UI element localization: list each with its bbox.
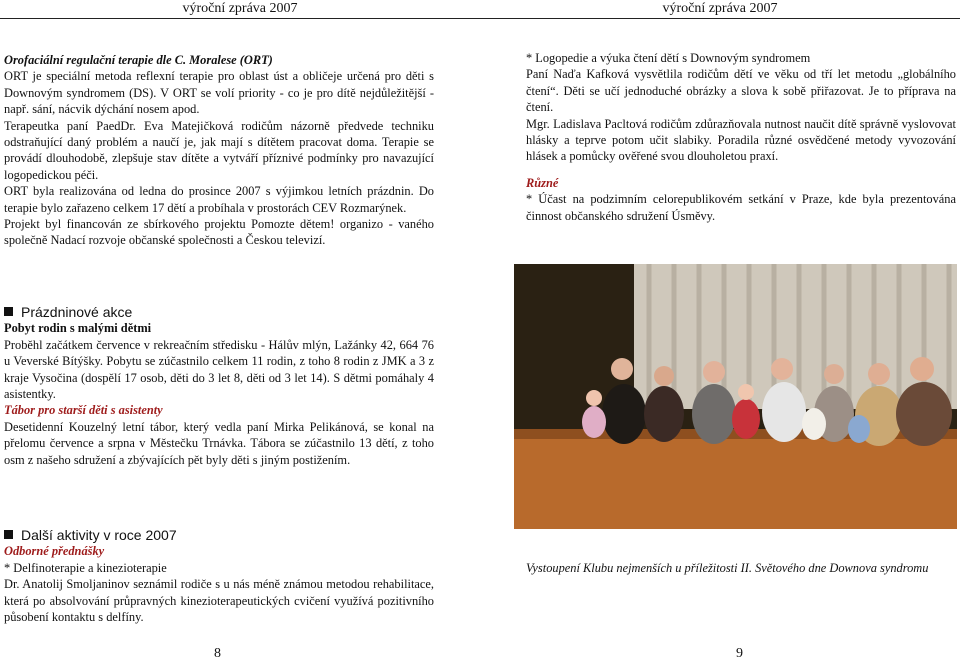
speech-paragraph-2: Mgr. Ladislava Pacltová rodičům zdůrazňovala nutnost naučit dítě správně vyslovovat hlásky a teprve potom učit slabiky. Poradila různé osvědčené metody vyvozování hlásek a pomůcky ověřené svou dlouholetou praxí. (526, 116, 956, 164)
holidays-heading (4, 304, 434, 320)
header-right: výroční zpráva 2007 (480, 0, 960, 19)
header-left: výroční zpráva 2007 (0, 0, 480, 19)
holidays-paragraph-2: Desetidenní Kouzelný letní tábor, který vedla paní Mirka Pelikánová, se konal na přelomu července a srpna v Městečku Trnávka. Tábora se zúčastnilo 13 dětí, z toho osm z našeho sdružení a zbývajících pět byly děti s jiným postižením. (4, 419, 434, 467)
ort-paragraph-1: ORT je speciální metoda reflexní terapie pro oblast úst a obličeje určená pro děti s Downovým syndromem (DS). V ORT se volí priority - co je pro dítě nejdůležitější - např. sání, nácvik dýchání nosem apod. (4, 69, 434, 117)
ort-paragraph-4: Projekt byl financován ze sbírkového projektu Pomozte dětem! organizo - vaného společně Nadací rozvoje občanské společnosti a Českou televizí. (4, 217, 434, 248)
other-activities-heading (4, 527, 434, 543)
ort-paragraph-3: ORT byla realizována od ledna do prosince 2007 s výjimkou letních prázdnin. Do terapie bylo zařazeno celkem 17 dětí a probíhala v prostorách CEV Rozmarýnek. (4, 184, 434, 215)
lectures-item-1: * Delfinoterapie a kinezioterapie (4, 560, 167, 575)
square-bullet-icon (4, 530, 13, 539)
other-activities-heading-text: Další aktivity v roce 2007 (21, 527, 177, 543)
holidays-subheading-camp: Tábor pro starší děti s asistenty (4, 403, 163, 418)
holidays-paragraph-1: Proběhl začátkem července v rekreačním středisku - Hálův mlýn, Lažánky 42, 664 76 u Veverské Bítýšky. Pobytu se zúčastnilo celkem 11 rodin, z toho 8 rodin z JMK a 3 z kraje Vysočina (dospělí 17 osob, děti do 3 let 8, děti od 3 let 14). S dětmi pomáhaly 4 asistentky. (4, 337, 434, 402)
event-photo (514, 264, 957, 529)
ort-section (4, 52, 434, 249)
square-bullet-icon (4, 307, 13, 316)
holidays-section (4, 304, 434, 468)
photo-caption: Vystoupení Klubu nejmenších u příležitosti II. Světového dne Downova syndromu (526, 561, 929, 575)
speech-item-1: * Logopedie a výuka čtení dětí s Downovým syndromem (526, 51, 811, 65)
misc-subheading: Různé (526, 175, 559, 190)
speech-paragraph-1: Paní Naďa Kafková vysvětlila rodičům dětí ve věku od tří let metodu „globálního čtení“. Děti se učí jednoduché obrázky a slova k sobě přiřazovat. Je to příprava na čtení. (526, 67, 956, 115)
page-number-left: 8 (214, 646, 221, 661)
ort-title: Orofaciální regulační terapie dle C. Moralese (ORT) (4, 53, 273, 67)
misc-paragraph: * Účast na podzimním celorepublikovém setkání v Praze, kde byla prezentována činnost občanského sdružení Úsměvy. (526, 192, 956, 223)
page-number-right: 9 (736, 646, 743, 661)
other-activities-section (4, 527, 434, 625)
holidays-heading-text: Prázdninové akce (21, 304, 133, 320)
ort-paragraph-2: Terapeutka paní PaedDr. Eva Matejičková rodičům názorně předvede techniku odstraňující daný problém a naučí je, jak mají s dítětem pracovat doma. Terapie se provádí dlouhodobě, zlepšuje stav dítěte a vytváří příznivé podmínky pro navazující logopedickou péči. (4, 118, 434, 182)
lectures-paragraph: Dr. Anatolij Smoljaninov seznámil rodiče s u nás méně známou metodou rehabilitace, která po absolvování průpravných kinezioterapeutických cvičení využívá pozitivního působení kontaktu s delfíny. (4, 577, 434, 625)
speech-therapy-section (526, 50, 956, 224)
holidays-subheading-families: Pobyt rodin s malými dětmi (4, 321, 152, 336)
lectures-subheading: Odborné přednášky (4, 544, 105, 559)
